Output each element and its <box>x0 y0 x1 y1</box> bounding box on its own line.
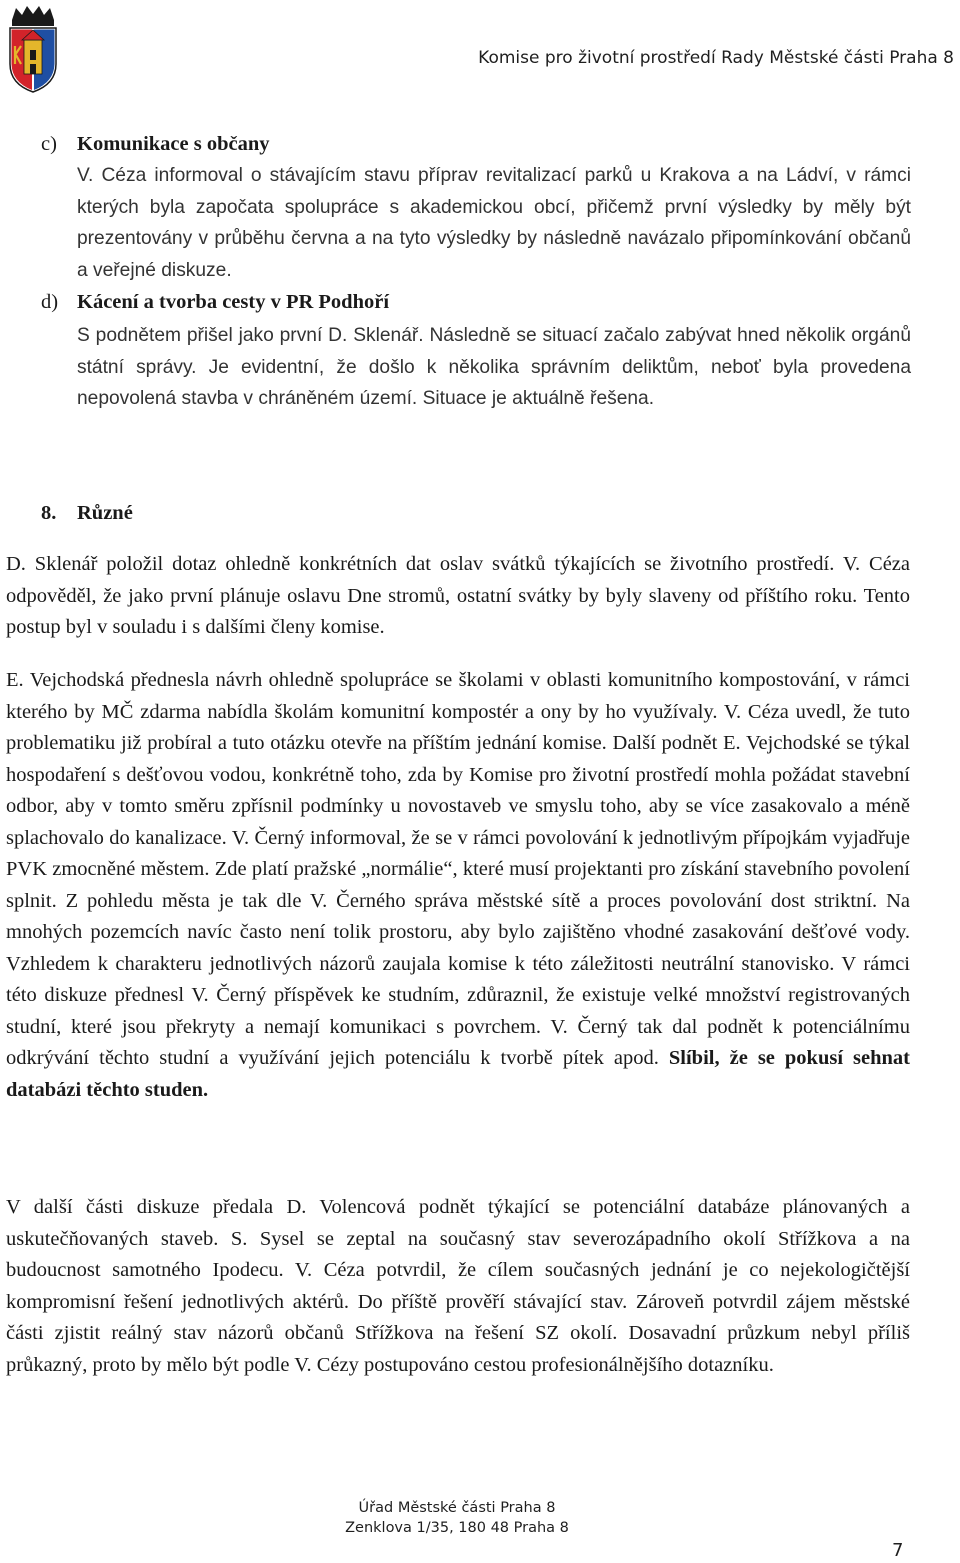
section-8-title: Různé <box>77 502 133 524</box>
section-8-paragraph-1: D. Sklenář položil dotaz ohledně konkrétních dat oslav svátků týkajících se životního prostředí. V. Céza odpověděl, že jako první plánuje oslavu Dne stromů, ostatní svátky by byly slaveny od příštího roku. Tento postup byl v souladu i s dalšími členy komise. <box>6 553 910 638</box>
section-d-text: S podnětem přišel jako první D. Sklenář. Následně se situací začalo zabývat hned několik orgánů státní správy. Je evidentní, že došlo k několika správním deliktům, neboť byla provedena nepovolená stavba v chráněném území. Situace je aktuálně řešena. <box>77 325 911 409</box>
section-d-title: Kácení a tvorba cesty v PR Podhoří <box>77 291 390 313</box>
section-d-heading <box>41 287 389 319</box>
footer-address: Zenklova 1/35, 180 48 Praha 8 <box>345 1520 569 1536</box>
header-title: Komise pro životní prostředí Rady Městské části Praha 8 <box>478 48 954 68</box>
section-8-number: 8. <box>41 502 57 524</box>
footer-office-name: Úřad Městské části Praha 8 <box>358 1500 556 1516</box>
coat-of-arms-logo <box>6 6 60 94</box>
section-d-marker: d) <box>41 291 59 313</box>
section-8-paragraph-3: V další části diskuze předala D. Volencová podnět týkající se potenciální databáze plánovaných a uskutečňovaných staveb. S. Sysel se zeptal na současný stav severozápadního okolí Střížkova a na budoucnost samotného Ipodecu. V. Céza potvrdil, že cílem současných jednání je co nejekologičtější kompromisní řešení jednotlivých aktérů. Do příště prověří stávající stav. Zároveň potvrdil zájem městské části zjistit reálný stav názorů občanů Střížkova na řešení SZ okolí. Dosavadní průzkum nebyl příliš průkazný, proto by mělo být podle V. Cézy postupováno cestou profesionálnějšího dotazníku. <box>6 1196 910 1376</box>
section-8-heading <box>41 498 133 530</box>
section-c-marker: c) <box>41 133 57 155</box>
section-8-paragraph-2 <box>6 665 910 1106</box>
section-c-heading <box>41 129 270 161</box>
section-c-text: V. Céza informoval o stávajícím stavu příprav revitalizací parků u Krakova a na Ládví, v rámci kterých byla započata spolupráce s akademickou obcí, přičemž první výsledky by měly být prezentovány v průběhu června a na tyto výsledky by následně navázalo připomínkování občanů a veřejné diskuze. <box>77 165 911 281</box>
page-number: 7 <box>892 1540 904 1561</box>
section-8-paragraph-2-text: E. Vejchodská přednesla návrh ohledně spolupráce se školami v oblasti komunitního kompostování, v rámci kterého by MČ zdarma nabídla školám komunitní kompostér a ony by ho využívaly. V. Céza uvedl, že tuto problematiku již probíral a tuto otázku otevře na příštím jednání komise. Další podnět E. Vejchodské se týkal hospodaření s dešťovou vodou, konkrétně toho, zda by Komise pro životní prostředí mohla požádat stavební odbor, aby v tomto směru zpřísnil podmínky u novostaveb ve smyslu toho, aby se více zasakovalo a méně splachovalo do kanalizace. V. Černý informoval, že se v rámci povolování k jednotlivým přípojkám vyjadřuje PVK zmocněné městem. Zde platí pražské „normálie“, které musí projektanti pro získání stavebního povolení splnit. Z pohledu města je tak dle V. Černého správa městské sítě a proces povolování dost striktní. Na mnohých pozemcích navíc často není tolik prostoru, aby bylo zajištěno vhodné zasakování dešťové vody. Vzhledem k charakteru jednotlivých názorů zaujala komise k této záležitosti neutrální stanovisko. V rámci této diskuze přednesl V. Černý příspěvek ke studním, zdůraznil, že existuje velké množství registrovaných studní, které jsou překryty a nemají komunikaci s povrchem. V. Černý tak dal podnět k potenciálnímu odkrývání těchto studní a využívání jejich potenciálu k tvorbě pítek apod. <box>6 669 910 1069</box>
section-c-title: Komunikace s občany <box>77 133 270 155</box>
section-8-paragraph-2-bold: Slíbil, že se pokusí sehnat databázi těchto studen. <box>6 1047 910 1101</box>
